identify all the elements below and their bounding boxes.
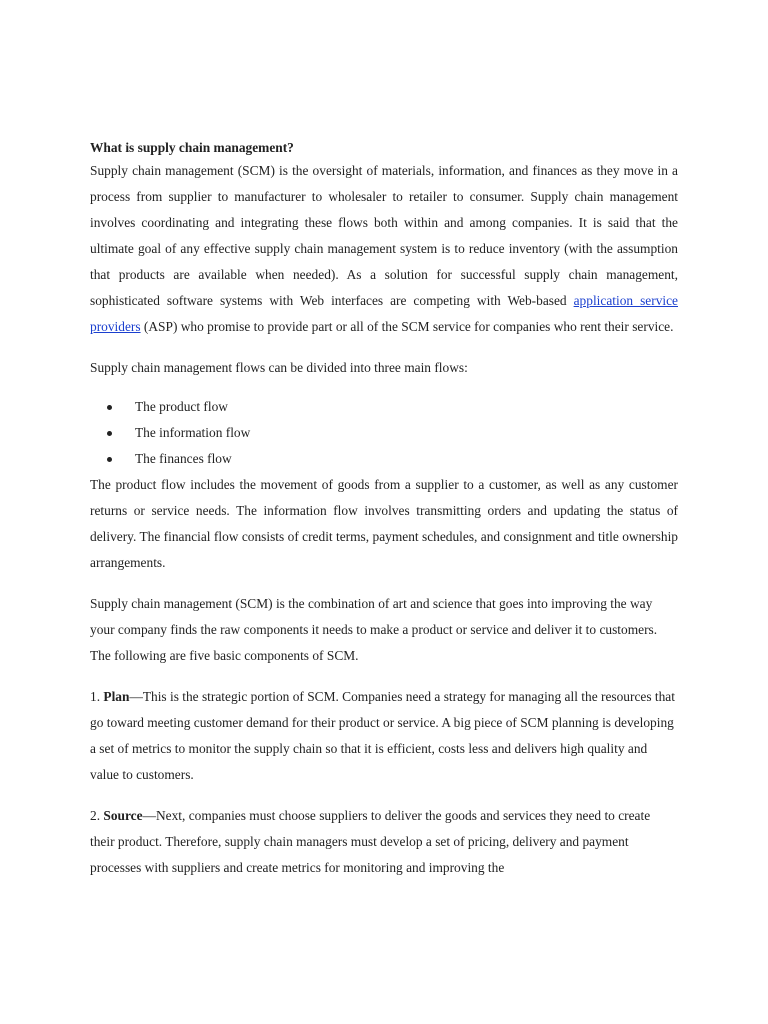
intro-text-before-link: Supply chain management (SCM) is the oversight of materials, information, and finances as they move in a process from supplier to manufacturer to wholesaler to retailer to consumer. Supply chain management involves coordinating and integrating these flows both within and among companies. It is said that the ultimate goal of any effective supply chain management system is to reduce inventory (with the assumption that products are available when needed). As a solution for successful supply chain management, sophisticated software systems with Web interfaces are competing with Web-based (90, 163, 678, 308)
component-text: —This is the strategic portion of SCM. Companies need a strategy for managing all the resources that go toward meeting customer demand for their product or service. A big piece of SCM planning is developing a set of metrics to monitor the supply chain so that it is efficient, costs less and delivers high quality and value to customers. (90, 689, 675, 782)
scm-definition-paragraph: Supply chain management (SCM) is the combination of art and science that goes into improving the way your company finds the raw components it needs to make a product or service and deliver it to customers. The following are five basic components of SCM. (90, 596, 658, 663)
intro-text-after-link: (ASP) who promise to provide part or all of the SCM service for companies who rent their service. (140, 319, 674, 334)
flows-intro: Supply chain management flows can be divided into three main flows: (90, 360, 468, 375)
list-item: The finances flow (135, 446, 678, 472)
list-item: The information flow (135, 420, 678, 446)
component-source-paragraph (90, 803, 678, 881)
flows-detail-paragraph: The product flow includes the movement of goods from a supplier to a customer, as well as any customer returns or service needs. The information flow involves transmitting orders and updating the status of delivery. The financial flow consists of credit terms, payment schedules, and consignment and title ownership arrangements. (90, 477, 678, 570)
component-number: 1. (90, 689, 104, 704)
component-number: 2. (90, 808, 104, 823)
component-name: Source (103, 808, 143, 823)
page-title: What is supply chain management? (90, 140, 294, 155)
asp-link[interactable]: application service providers (90, 293, 678, 334)
intro-paragraph (90, 158, 678, 340)
component-plan-paragraph (90, 684, 678, 788)
component-text: —Next, companies must choose suppliers to deliver the goods and services they need to create their product. Therefore, supply chain managers must develop a set of pricing, delivery and payment processes with suppliers and create metrics for monitoring and improving the (90, 808, 651, 875)
list-item: The product flow (135, 394, 678, 420)
component-name: Plan (103, 689, 130, 704)
document-page (90, 138, 678, 881)
flows-list (90, 394, 678, 472)
